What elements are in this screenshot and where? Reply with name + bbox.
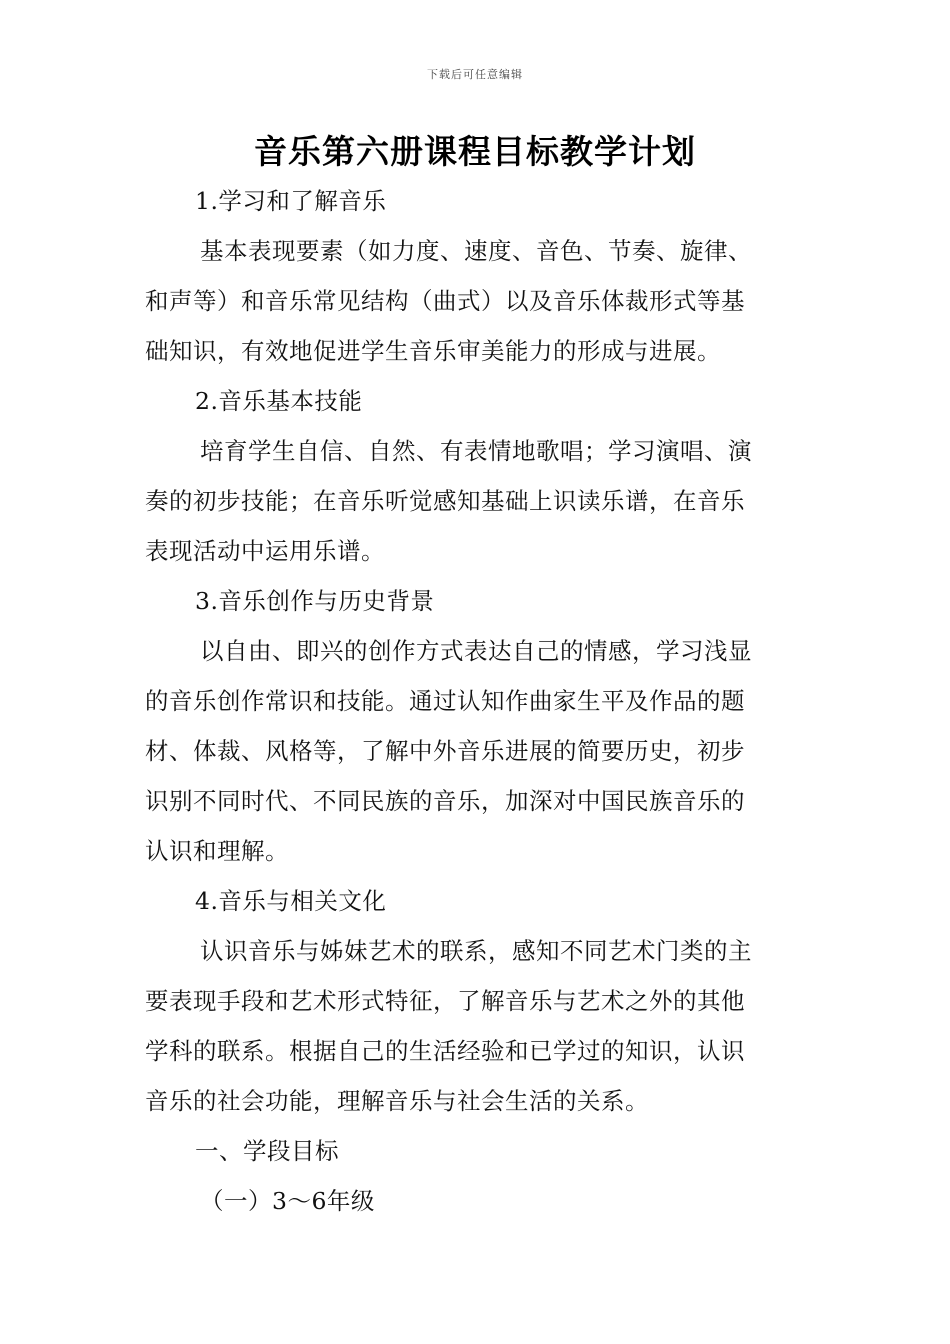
paragraph-line: 基本表现要素（如力度、速度、音色、节奏、旋律、 bbox=[200, 237, 752, 265]
part-heading: 一、学段目标 bbox=[195, 1137, 339, 1165]
paragraph-line: 培育学生自信、自然、有表情地歌唱；学习演唱、演 bbox=[200, 437, 752, 465]
paragraph-line: 奏的初步技能；在音乐听觉感知基础上识读乐谱，在音乐 bbox=[145, 487, 745, 515]
sub-heading: （一）3～6年级 bbox=[200, 1187, 375, 1215]
page-header-note: 下载后可任意编辑 bbox=[427, 68, 523, 81]
paragraph-line: 音乐的社会功能，理解音乐与社会生活的关系。 bbox=[145, 1087, 649, 1115]
paragraph-line: 表现活动中运用乐谱。 bbox=[145, 537, 385, 565]
paragraph-line: 材、体裁、风格等，了解中外音乐进展的简要历史，初步 bbox=[145, 737, 745, 765]
section-heading-1: 1.学习和了解音乐 bbox=[195, 187, 387, 215]
paragraph-line: 认识音乐与姊妹艺术的联系，感知不同艺术门类的主 bbox=[200, 937, 752, 965]
document-body bbox=[145, 176, 807, 1226]
section-heading-4: 4.音乐与相关文化 bbox=[195, 887, 387, 915]
paragraph-line: 以自由、即兴的创作方式表达自己的情感，学习浅显 bbox=[200, 637, 752, 665]
document-title: 音乐第六册课程目标教学计划 bbox=[254, 132, 696, 171]
paragraph-line: 认识和理解。 bbox=[145, 837, 289, 865]
paragraph-line: 的音乐创作常识和技能。通过认知作曲家生平及作品的题 bbox=[145, 687, 745, 715]
section-heading-2: 2.音乐基本技能 bbox=[195, 387, 363, 415]
section-heading-3: 3.音乐创作与历史背景 bbox=[195, 587, 435, 615]
paragraph-line: 础知识，有效地促进学生音乐审美能力的形成与进展。 bbox=[145, 337, 721, 365]
paragraph-line: 识别不同时代、不同民族的音乐，加深对中国民族音乐的 bbox=[145, 787, 745, 815]
paragraph-line: 要表现手段和艺术形式特征，了解音乐与艺术之外的其他 bbox=[145, 987, 745, 1015]
paragraph-line: 学科的联系。根据自己的生活经验和已学过的知识，认识 bbox=[145, 1037, 745, 1065]
paragraph-line: 和声等）和音乐常见结构（曲式）以及音乐体裁形式等基 bbox=[145, 287, 745, 315]
